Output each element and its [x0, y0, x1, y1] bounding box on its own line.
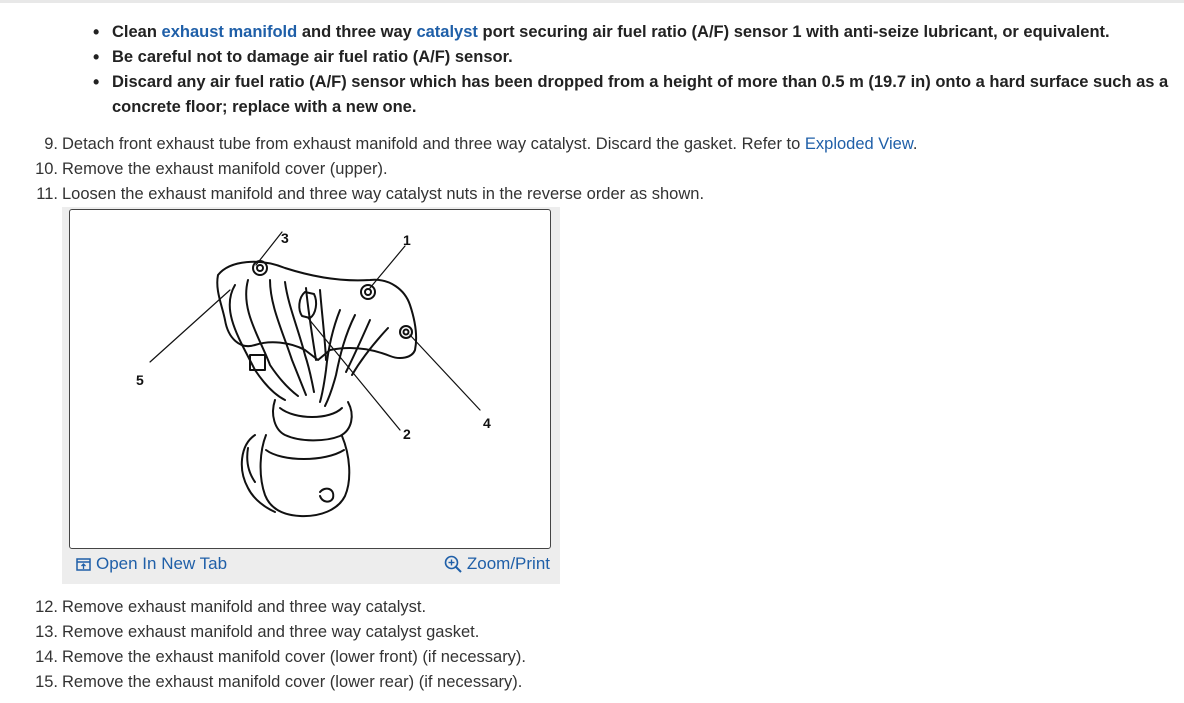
step-text: Remove the exhaust manifold cover (lower front) (if necessary).: [62, 648, 527, 666]
callout-3: 3: [281, 230, 289, 246]
step-number: 13.: [35, 623, 58, 641]
step-number: 11.: [36, 185, 58, 203]
step-item: [34, 595, 426, 619]
step-text: Detach front exhaust tube from exhaust manifold and three way catalyst. Discard the gasket. Refer to: [62, 135, 805, 153]
bullet-text: Be careful not to damage air fuel ratio (A/F) sensor.: [112, 48, 513, 66]
bullet-item: [90, 45, 1180, 70]
bullet-item: [90, 20, 1180, 45]
bullet-item: [90, 70, 1180, 120]
manifold-illustration[interactable]: [69, 209, 551, 549]
step-item: [34, 157, 388, 181]
bullet-text: port securing air fuel ratio (A/F) sensor 1 with anti-seize lubricant, or equivalent.: [477, 23, 1110, 41]
bullet-text: Clean: [112, 23, 162, 41]
exhaust-manifold-link[interactable]: exhaust manifold: [161, 23, 298, 41]
bullet-text: and three way: [297, 23, 417, 41]
step-number: 10.: [35, 160, 58, 178]
callout-5: 5: [136, 372, 144, 388]
open-tab-label: Open In New Tab: [96, 554, 228, 573]
step-item: [34, 182, 704, 206]
step-text: .: [912, 135, 918, 153]
callout-4: 4: [483, 415, 491, 431]
zoom-print-link[interactable]: [444, 554, 550, 574]
open-in-new-tab-link[interactable]: [76, 554, 227, 574]
step-text: Remove the exhaust manifold cover (lower rear) (if necessary).: [62, 673, 523, 691]
step-text: Remove exhaust manifold and three way catalyst.: [62, 598, 427, 616]
step-item: [34, 620, 479, 644]
step-text: Remove the exhaust manifold cover (upper).: [62, 160, 388, 178]
step-item: [34, 132, 917, 156]
caution-bullet-list: [90, 20, 1180, 120]
step-text: Remove exhaust manifold and three way catalyst gasket.: [62, 623, 480, 641]
catalyst-link[interactable]: catalyst: [416, 23, 478, 41]
step-number: 12.: [35, 598, 58, 616]
callout-1: 1: [403, 232, 411, 248]
step-number: 14.: [35, 648, 58, 666]
exploded-view-link[interactable]: Exploded View: [804, 135, 913, 153]
top-divider: [0, 0, 1184, 3]
zoom-in-icon: [444, 555, 462, 573]
zoom-print-label: Zoom/Print: [466, 554, 550, 573]
figure-container: [62, 207, 560, 584]
step-text: Loosen the exhaust manifold and three way catalyst nuts in the reverse order as shown.: [62, 185, 705, 203]
open-tab-icon: [76, 557, 91, 572]
step-number: 9.: [44, 135, 58, 153]
bullet-text: Discard any air fuel ratio (A/F) sensor which has been dropped from a height of more than 0.5 m (19.7 in) onto a hard surface such as a concrete floor; replace with a new one.: [112, 73, 1169, 116]
step-item: [34, 670, 522, 694]
step-item: [34, 645, 526, 669]
step-number: 15.: [35, 673, 58, 691]
callout-2: 2: [403, 426, 411, 442]
